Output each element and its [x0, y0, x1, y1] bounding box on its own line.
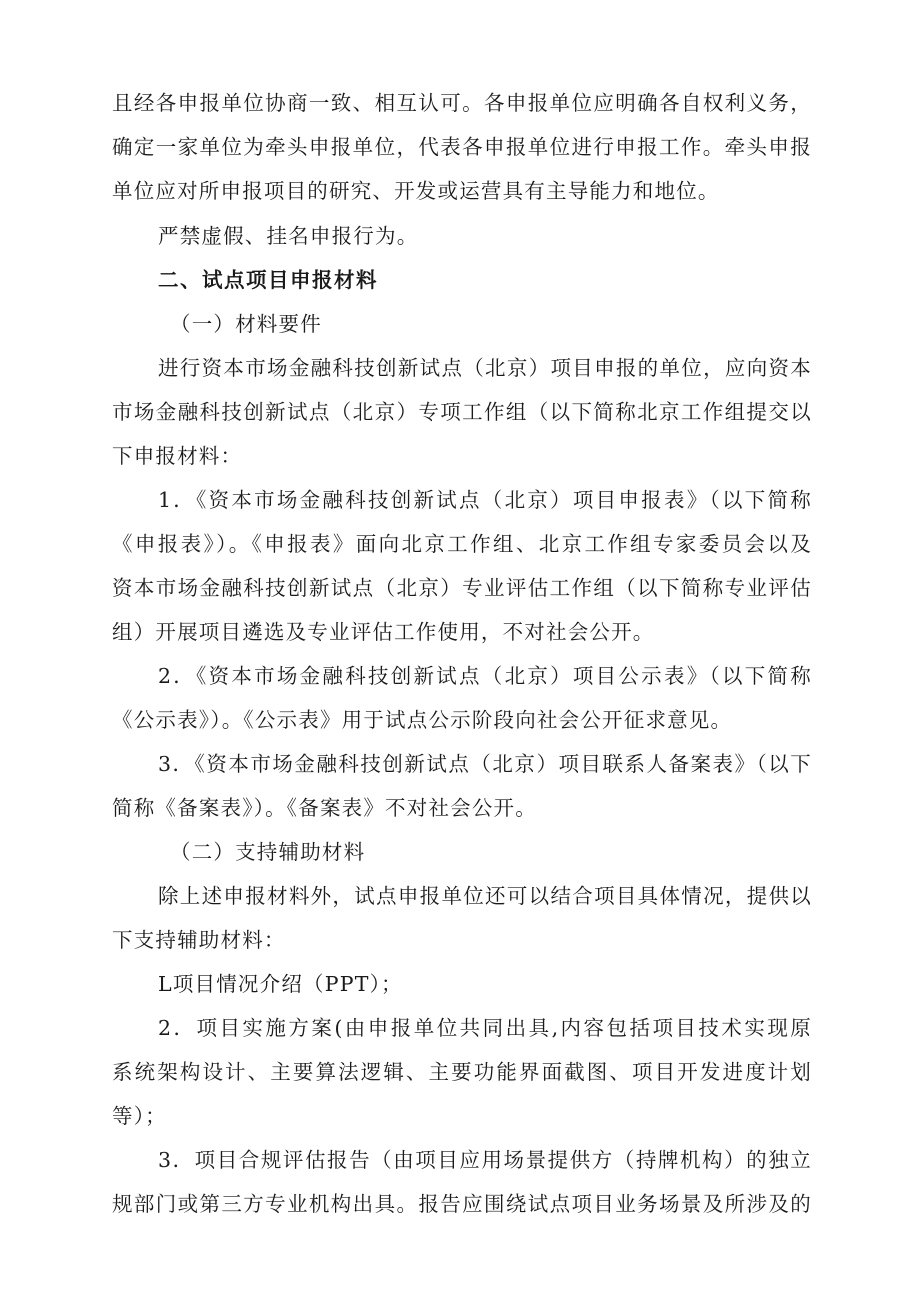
list-item-line: 简称《备案表》）。《备案表》不对社会公开。: [112, 796, 537, 820]
list-item-line: 2．《资本市场金融科技创新试点（北京）项目公示表》（以下简称: [158, 664, 812, 688]
list-item-line: 1．《资本市场金融科技创新试点（北京）项目申报表》（以下简称: [158, 488, 812, 512]
list-item-line: 资本市场金融科技创新试点（北京）专业评估工作组（以下简称专业评估: [112, 576, 812, 600]
list-item-line: 《申报表》）。《申报表》面向北京工作组、北京工作组专家委员会以及: [112, 532, 812, 556]
paragraph-line: 除上述申报材料外，试点申报单位还可以结合项目具体情况，提供以: [158, 884, 812, 908]
paragraph-line: 严禁虚假、挂名申报行为。: [158, 224, 419, 248]
paragraph-line: 进行资本市场金融科技创新试点（北京）项目申报的单位，应向资本: [158, 356, 812, 380]
list-item-line: 3．《资本市场金融科技创新试点（北京）项目联系人备案表》（以下: [158, 752, 812, 776]
list-item-line: 系统架构设计、主要算法逻辑、主要功能界面截图、项目开发进度计划: [112, 1060, 812, 1084]
paragraph-line: 确定一家单位为牵头申报单位，代表各申报单位进行申报工作。牵头申报: [112, 135, 812, 159]
list-item-line: 2．项目实施方案(由申报单位共同出具,内容包括项目技术实现原: [158, 1016, 812, 1040]
list-item-line: 《公示表》）。《公示表》用于试点公示阶段向社会公开征求意见。: [112, 708, 733, 732]
paragraph-line: 市场金融科技创新试点（北京）专项工作组（以下简称北京工作组提交以: [112, 400, 812, 424]
subsection-heading: （二）支持辅助材料: [170, 840, 366, 864]
paragraph-line: 下支持辅助材料：: [112, 928, 286, 952]
paragraph-line: 下申报材料：: [112, 444, 243, 468]
paragraph-line: 单位应对所申报项目的研究、开发或运营具有主导能力和地位。: [112, 179, 720, 203]
list-item-line: 组）开展项目遴选及专业评估工作使用，不对社会公开。: [112, 620, 655, 644]
paragraph-line: 且经各申报单位协商一致、相互认可。各申报单位应明确各自权利义务，: [112, 91, 812, 115]
list-item-line: 3．项目合规评估报告（由项目应用场景提供方（持牌机构）的独立: [158, 1148, 812, 1172]
list-item-line: L项目情况介绍（PPT）；: [158, 972, 403, 996]
subsection-heading: （一）材料要件: [170, 312, 322, 336]
list-item-line: 等）；: [112, 1104, 167, 1128]
list-item-line: 规部门或第三方专业机构出具。报告应围绕试点项目业务场景及所涉及的: [112, 1192, 812, 1216]
section-heading: 二、试点项目申报材料: [158, 268, 378, 292]
